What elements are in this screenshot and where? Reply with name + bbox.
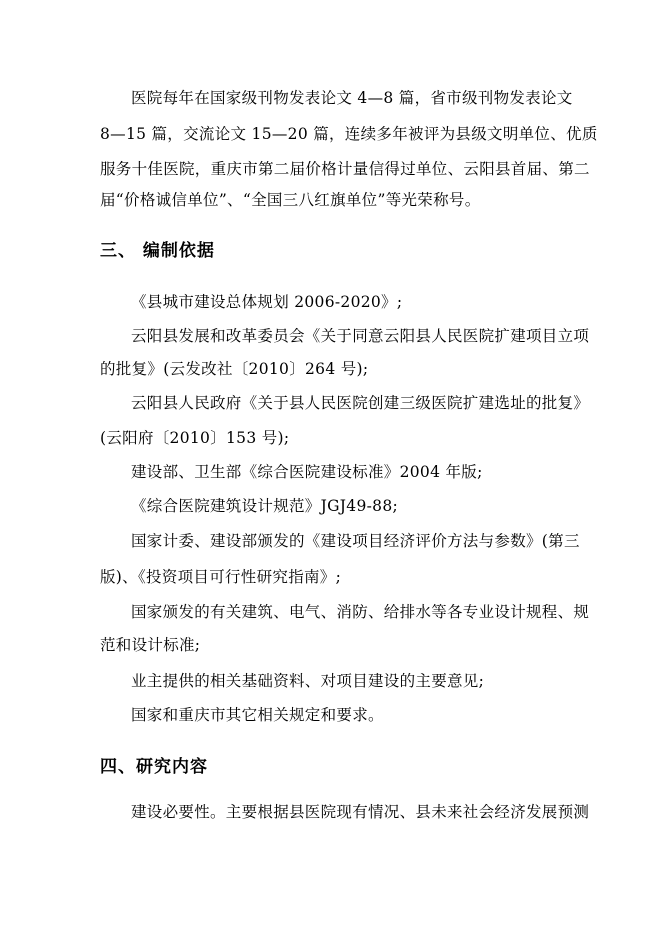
basis-item: 国家颁发的有关建筑、电气、消防、给排水等各专业设计规程、规 xyxy=(131,603,590,621)
section-heading-research: 四、研究内容 xyxy=(100,757,208,777)
basis-item: 的批复》(云发改社〔2010〕264 号); xyxy=(100,360,369,378)
research-line: 建设必要性。主要根据县医院现有情况、县未来社会经济发展预测 xyxy=(131,803,590,821)
section-heading-basis: 三、 编制依据 xyxy=(100,241,215,261)
basis-item: 国家和重庆市其它相关规定和要求。 xyxy=(131,706,384,724)
basis-item: 云阳县发展和改革委员会《关于同意云阳县人民医院扩建项目立项 xyxy=(131,327,590,345)
basis-item: 范和设计标准; xyxy=(100,636,201,654)
paragraph-line: 8—15 篇，交流论文 15—20 篇，连续多年被评为县级文明单位、优质 xyxy=(100,125,598,143)
basis-item: 《县城市建设总体规划 2006-2020》; xyxy=(131,293,403,311)
paragraph-line: 服务十佳医院，重庆市第二届价格计量信得过单位、云阳县首届、第二 xyxy=(100,160,590,178)
basis-item: 国家计委、建设部颁发的《建设项目经济评价方法与参数》(第三 xyxy=(131,532,580,550)
basis-item: 云阳县人民政府《关于县人民医院创建三级医院扩建选址的批复》 xyxy=(131,394,590,412)
basis-item: (云阳府〔2010〕153 号); xyxy=(100,429,290,447)
paragraph-line: 医院每年在国家级刊物发表论文 4—8 篇，省市级刊物发表论文 xyxy=(131,89,573,107)
basis-item: 建设部、卫生部《综合医院建设标准》2004 年版; xyxy=(131,463,483,481)
basis-item: 《综合医院建筑设计规范》JGJ49-88; xyxy=(131,497,399,515)
basis-item: 业主提供的相关基础资料、对项目建设的主要意见; xyxy=(131,672,485,690)
paragraph-line: 届“价格诚信单位”、“全国三八红旗单位”等光荣称号。 xyxy=(100,191,481,209)
basis-item: 版)、《投资项目可行性研究指南》; xyxy=(100,568,342,586)
